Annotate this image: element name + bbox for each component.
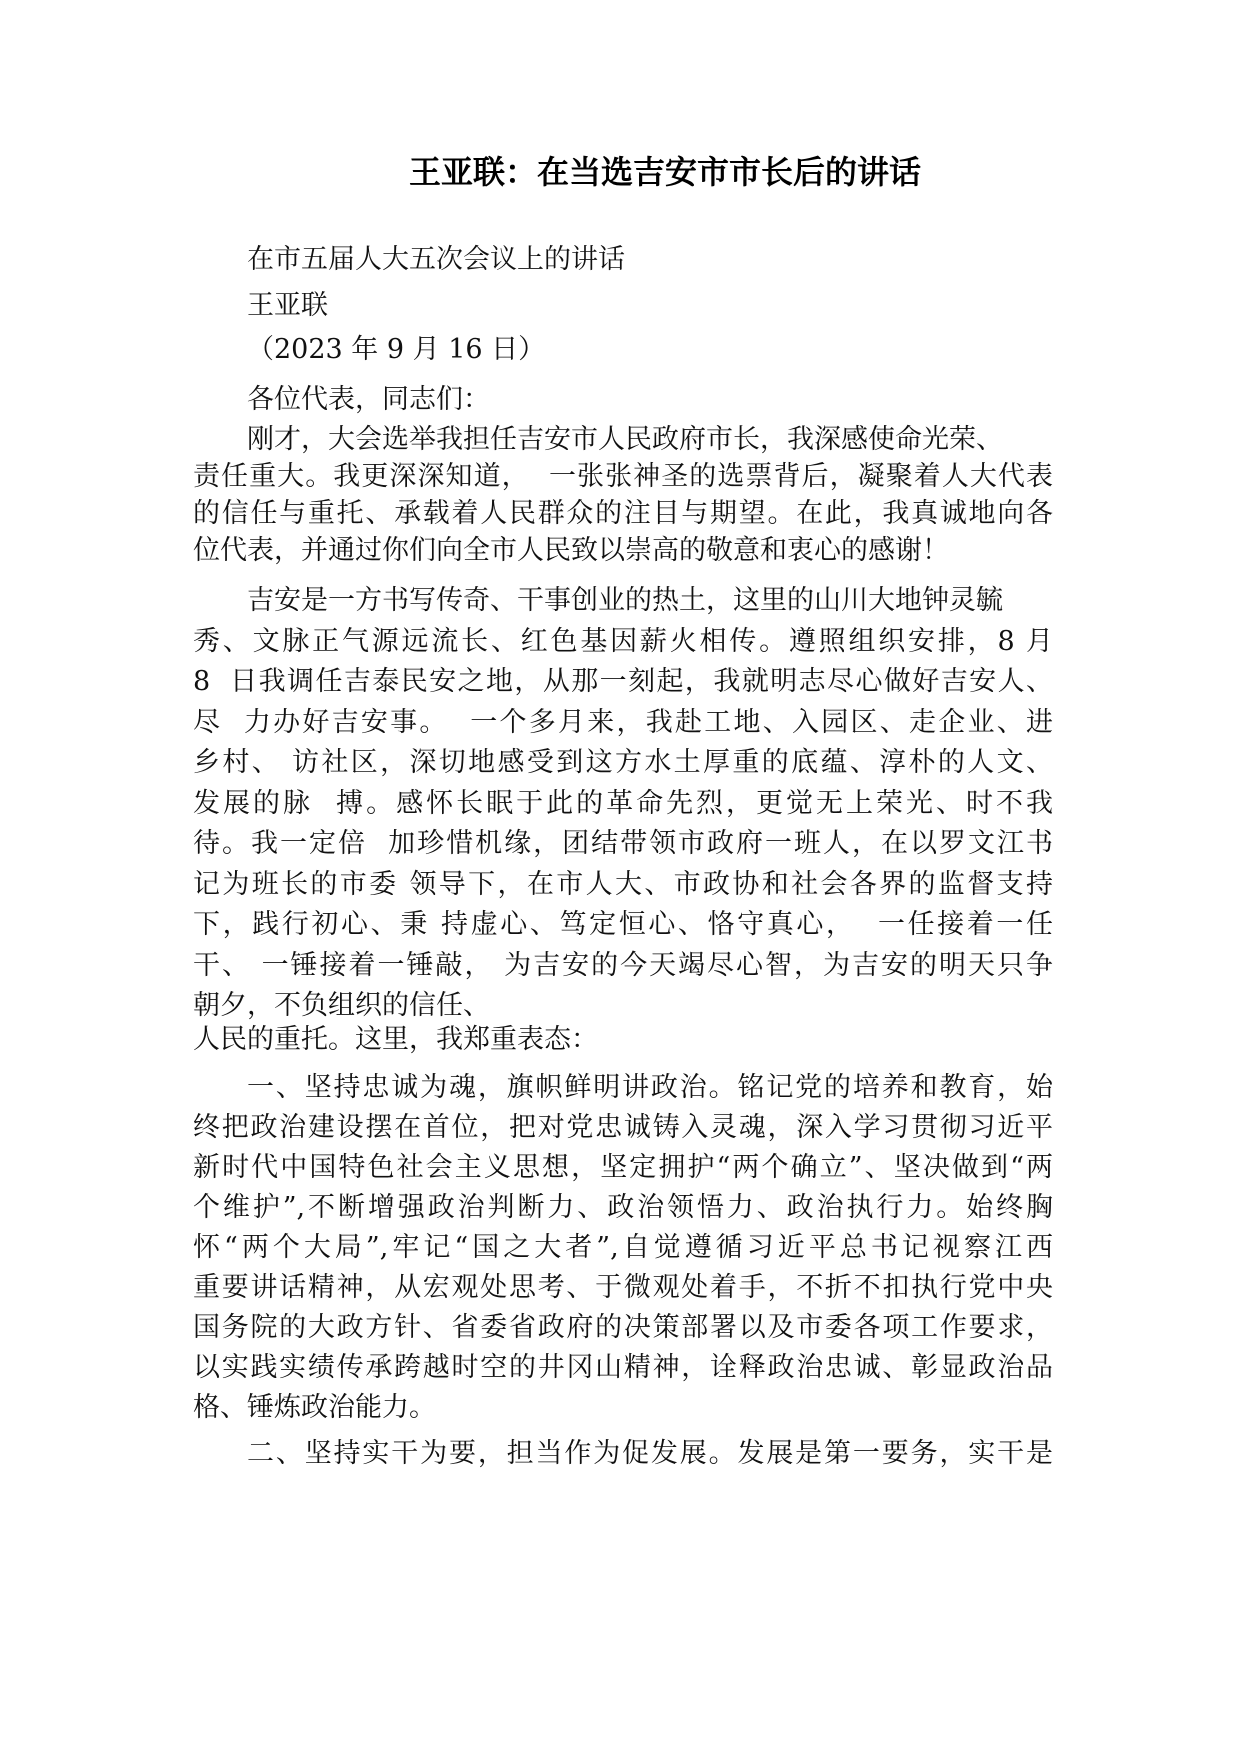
paragraph-line: 8 日我调任吉泰民安之地，从那一刻起，我就明志尽心做好吉安人、 [193, 666, 1053, 697]
salutation: 各位代表，同志们： [247, 384, 490, 415]
subtitle: 在市五届人大五次会议上的讲话 [247, 244, 625, 275]
paragraph-line: 终把政治建设摆在首位，把对党忠诚铸入灵魂，深入学习贯彻习近平 [193, 1112, 1053, 1143]
paragraph-line: 待。我一定倍 加珍惜机缘，团结带领市政府一班人，在以罗文江书 [193, 828, 1053, 859]
paragraph-line: 朝夕，不负组织的信任、 [193, 990, 490, 1021]
paragraph-line: 怀“两个大局”,牢记“国之大者”,自觉遵循习近平总书记视察江西 [193, 1232, 1053, 1263]
paragraph-line: 乡村、 访社区，深切地感受到这方水土厚重的底蕴、淳朴的人文、 [193, 747, 1053, 778]
paragraph-line: 尽 力办好吉安事。 一个多月来，我赴工地、入园区、走企业、进 [193, 707, 1053, 738]
speech-date: （2023 年 9 月 16 日） [247, 334, 546, 365]
paragraph-line: 下，践行初心、秉 持虚心、笃定恒心、恪守真心， 一任接着一任 [193, 909, 1053, 940]
paragraph-line: 格、锤炼政治能力。 [193, 1392, 436, 1423]
paragraph-line: 以实践实绩传承跨越时空的井冈山精神，诠释政治忠诚、彰显政治品 [193, 1352, 1053, 1383]
paragraph-line: 吉安是一方书写传奇、干事创业的热土，这里的山川大地钟灵毓 [247, 585, 1003, 616]
paragraph-line: 记为班长的市委 领导下，在市人大、市政协和社会各界的监督支持 [193, 869, 1053, 900]
paragraph-line: 人民的重托。这里，我郑重表态： [193, 1024, 598, 1055]
paragraph-line: 国务院的大政方针、省委省政府的决策部署以及市委各项工作要求， [193, 1312, 1053, 1343]
paragraph-line: 个维护”,不断增强政治判断力、政治领悟力、政治执行力。始终胸 [193, 1192, 1053, 1223]
paragraph-line: 二、坚持实干为要，担当作为促发展。发展是第一要务，实干是 [247, 1438, 1053, 1469]
paragraph-line: 一、坚持忠诚为魂，旗帜鲜明讲政治。铭记党的培养和教育，始 [247, 1072, 1053, 1103]
paragraph-line: 新时代中国特色社会主义思想，坚定拥护“两个确立”、坚决做到“两 [193, 1152, 1053, 1183]
document-title: 王亚联：在当选吉安市市长后的讲话 [408, 153, 921, 191]
paragraph-line: 发展的脉 搏。感怀长眠于此的革命先烈，更觉无上荣光、时不我 [193, 788, 1053, 819]
paragraph-line: 位代表，并通过你们向全市人民致以崇高的敬意和衷心的感谢！ [193, 535, 949, 566]
paragraph-line: 责任重大。我更深深知道， 一张张神圣的选票背后，凝聚着人大代表 [193, 461, 1053, 492]
author-name: 王亚联 [247, 290, 328, 321]
paragraph-line: 重要讲话精神，从宏观处思考、于微观处着手，不折不扣执行党中央 [193, 1272, 1053, 1303]
paragraph-line: 秀、文脉正气源远流长、红色基因薪火相传。遵照组织安排，8 月 [193, 626, 1053, 657]
paragraph-line: 干、 一锤接着一锤敲， 为吉安的今天竭尽心智，为吉安的明天只争 [193, 950, 1053, 981]
paragraph-line: 刚才，大会选举我担任吉安市人民政府市长，我深感使命光荣、 [247, 424, 1003, 455]
paragraph-line: 的信任与重托、承载着人民群众的注目与期望。在此，我真诚地向各 [193, 498, 1053, 529]
